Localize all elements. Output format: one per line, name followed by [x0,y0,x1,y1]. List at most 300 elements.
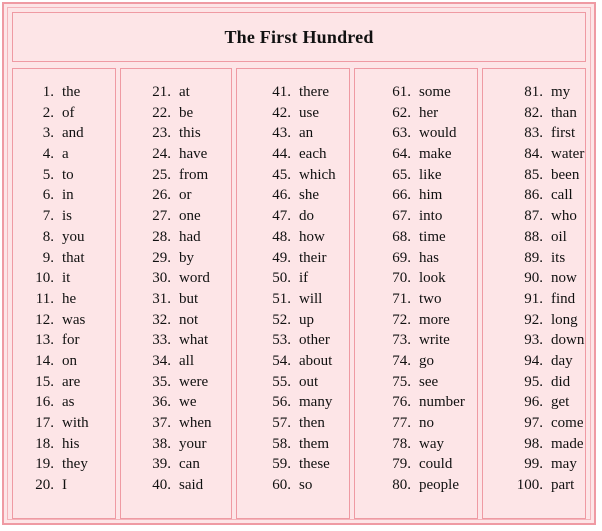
word-number: 79. [392,456,411,473]
word-number: 41. [272,84,291,100]
word-text: these [299,456,330,473]
word-text: you [62,228,85,245]
word-text: from [179,166,209,183]
title-box [12,12,586,62]
word-number: 13. [35,332,54,349]
word-number: 42. [272,104,291,121]
list-item [483,392,585,413]
word-number: 38. [152,435,171,452]
word-number: 52. [272,311,291,328]
word-number: 99. [524,456,543,473]
list-item [13,454,115,475]
list-item [121,454,231,475]
list-item [121,268,231,289]
word-text: was [62,311,86,328]
word-number: 21. [152,84,171,100]
list-item [121,165,231,186]
list-item [483,330,585,351]
word-number: 33. [152,332,171,349]
list-item [237,434,349,455]
word-text: with [62,415,89,431]
word-text: some [419,84,451,100]
word-number: 83. [524,125,543,142]
word-number: 29. [152,249,171,266]
list-item [121,82,231,103]
word-text: to [62,166,74,183]
word-number: 12. [35,311,54,328]
word-number: 18. [35,435,54,452]
list-item [483,185,585,206]
list-item [13,82,115,103]
word-text: each [299,146,327,163]
word-text: them [299,435,329,452]
list-item [483,206,585,227]
word-number: 19. [35,456,54,473]
list-item [355,372,477,393]
word-number: 58. [272,435,291,452]
list-item [121,351,231,372]
word-number: 85. [524,166,543,183]
list-item [483,165,585,186]
list-item [121,185,231,206]
word-number: 55. [272,373,291,390]
word-number: 91. [524,290,543,307]
word-text: way [419,435,444,452]
word-text: go [419,352,434,369]
list-item [13,206,115,227]
word-text: can [179,456,200,473]
word-text: do [299,208,314,225]
word-number: 1. [42,84,54,100]
word-number: 45. [272,166,291,183]
list-item [237,144,349,165]
word-text: your [179,435,207,452]
list-item [355,289,477,310]
word-text: oil [551,228,567,245]
list-item [355,227,477,248]
word-text: when [179,415,212,431]
word-text: many [299,394,333,411]
word-text: time [419,228,446,245]
word-number: 47. [272,208,291,225]
list-item [355,144,477,165]
list-item [13,103,115,124]
word-number: 70. [392,270,411,287]
word-number: 7. [42,208,54,225]
word-number: 75. [392,373,411,390]
word-text: he [62,290,77,307]
word-text: no [419,415,434,431]
word-column-3 [236,68,350,519]
word-number: 30. [152,270,171,287]
word-number: 3. [42,125,54,142]
word-number: 53. [272,332,291,349]
list-item [355,123,477,144]
word-number: 59. [272,456,291,473]
list-item [483,454,585,475]
word-text: said [179,477,204,494]
word-number: 82. [524,104,543,121]
word-text: of [62,104,75,121]
word-text: in [62,187,74,204]
list-item [355,185,477,206]
list-item [237,206,349,227]
word-number: 77. [392,415,411,431]
word-text: she [299,187,319,204]
word-text: call [551,187,573,204]
list-item [483,351,585,372]
word-number: 10. [35,270,54,287]
word-text: they [62,456,88,473]
list-item [237,351,349,372]
list-item [483,289,585,310]
word-number: 22. [152,104,171,121]
word-text: a [62,146,69,163]
word-text: are [62,373,81,390]
word-number: 6. [42,187,54,204]
list-item [237,289,349,310]
list-item [237,103,349,124]
word-number: 73. [392,332,411,349]
list-item [13,248,115,269]
word-number: 46. [272,187,291,204]
list-item [483,372,585,393]
word-text: on [62,352,77,369]
word-number: 90. [524,270,543,287]
word-number: 81. [524,84,543,100]
word-text: come [551,415,584,431]
list-item [237,227,349,248]
list-item [121,103,231,124]
word-number: 78. [392,435,411,452]
word-number: 84. [524,146,543,163]
word-number: 89. [524,249,543,266]
word-number: 80. [392,477,411,494]
word-number: 63. [392,125,411,142]
word-number: 16. [35,394,54,411]
list-item [13,310,115,331]
word-text: about [299,352,333,369]
list-item [121,372,231,393]
word-text: how [299,228,325,245]
word-text: would [419,125,457,142]
word-text: been [551,166,580,183]
word-text: is [62,208,73,225]
list-item [13,268,115,289]
word-number: 37. [152,415,171,431]
word-text: out [299,373,319,390]
word-text: an [299,125,314,142]
list-item [237,330,349,351]
word-number: 100. [516,477,543,494]
word-text: as [62,394,75,411]
list-item [121,123,231,144]
word-text: long [551,311,578,328]
word-column-4 [354,68,478,519]
word-number: 50. [272,270,291,287]
list-item [13,475,115,496]
word-number: 14. [35,352,54,369]
list-item [355,330,477,351]
word-text: find [551,290,576,307]
list-item [13,289,115,310]
word-text: have [179,146,208,163]
word-text: may [551,456,577,473]
page-title: The First Hundred [224,26,374,47]
list-item [237,185,349,206]
word-number: 76. [392,394,411,411]
word-text: my [551,84,571,100]
list-item [13,330,115,351]
word-number: 66. [392,187,411,204]
word-text: people [419,477,459,494]
word-number: 98. [524,435,543,452]
word-text: first [551,125,576,142]
word-number: 4. [42,146,54,163]
word-text: write [419,332,450,349]
word-number: 96. [524,394,543,411]
word-text: its [551,249,566,266]
word-text: we [179,394,197,411]
word-text: were [179,373,209,390]
word-number: 54. [272,352,291,369]
word-text: who [551,208,577,225]
list-item [483,413,585,434]
list-item [13,123,115,144]
list-item [483,475,585,496]
word-text: word [179,270,210,287]
list-item [237,268,349,289]
word-number: 24. [152,146,171,163]
list-item [355,392,477,413]
list-item [355,413,477,434]
word-text: like [419,166,442,183]
list-item [121,144,231,165]
word-text: than [551,104,577,121]
word-number: 27. [152,208,171,225]
word-text: make [419,146,452,163]
list-item [237,82,349,103]
word-number: 51. [272,290,291,307]
list-item [13,372,115,393]
word-text: for [62,332,80,349]
word-text: did [551,373,571,390]
word-text: had [179,228,201,245]
list-item [13,144,115,165]
word-text: at [179,84,190,100]
word-text: and [62,125,84,142]
word-text: day [551,352,573,369]
list-item [355,165,477,186]
list-item [355,351,477,372]
word-number: 8. [42,228,54,245]
word-number: 49. [272,249,291,266]
list-item [355,475,477,496]
list-item [237,310,349,331]
word-text: has [419,249,439,266]
word-text: not [179,311,199,328]
word-number: 60. [272,477,291,494]
word-text: one [179,208,201,225]
word-number: 93. [524,332,543,349]
word-number: 61. [392,84,411,100]
word-text: look [419,270,446,287]
list-item [355,268,477,289]
list-item [237,392,349,413]
list-item [483,268,585,289]
word-number: 88. [524,228,543,245]
list-item [121,248,231,269]
list-item [13,165,115,186]
list-item [355,82,477,103]
word-column-2 [120,68,232,519]
list-item [237,372,349,393]
word-text: other [299,332,330,349]
list-item [13,392,115,413]
list-item [483,103,585,124]
word-column-1 [12,68,116,519]
list-item [121,434,231,455]
word-text: their [299,249,327,266]
list-item [237,165,349,186]
word-number: 94. [524,352,543,369]
list-item [121,227,231,248]
word-text: this [179,125,201,142]
word-number: 44. [272,146,291,163]
word-text: get [551,394,570,411]
list-item [121,475,231,496]
word-text: I [62,477,67,494]
word-text: number [419,394,465,411]
word-number: 36. [152,394,171,411]
word-text: the [62,84,81,100]
word-text: two [419,290,442,307]
word-number: 97. [524,415,543,431]
word-text: now [551,270,577,287]
list-item [355,103,477,124]
word-number: 64. [392,146,411,163]
word-number: 68. [392,228,411,245]
word-text: his [62,435,80,452]
list-item [483,434,585,455]
word-text: which [299,166,336,183]
list-item [13,351,115,372]
word-text: her [419,104,439,121]
word-number: 17. [35,415,54,431]
list-item [237,123,349,144]
word-list-panel [2,2,596,525]
word-text: made [551,435,584,452]
word-text: by [179,249,194,266]
word-text: see [419,373,439,390]
word-text: could [419,456,453,473]
list-item [483,310,585,331]
word-number: 67. [392,208,411,225]
word-number: 56. [272,394,291,411]
word-text: then [299,415,325,431]
word-text: up [299,311,314,328]
word-number: 87. [524,208,543,225]
word-text: use [299,104,319,121]
word-number: 65. [392,166,411,183]
word-number: 95. [524,373,543,390]
word-text: so [299,477,313,494]
word-number: 74. [392,352,411,369]
list-item [121,206,231,227]
list-item [13,413,115,434]
word-text: be [179,104,194,121]
word-number: 57. [272,415,291,431]
word-number: 9. [42,249,54,266]
word-number: 2. [42,104,54,121]
list-item [483,248,585,269]
word-column-5 [482,68,586,519]
list-item [237,475,349,496]
word-number: 25. [152,166,171,183]
word-text: part [551,477,575,494]
word-number: 92. [524,311,543,328]
list-item [483,144,585,165]
word-number: 26. [152,187,171,204]
list-item [121,392,231,413]
word-text: water [551,146,585,163]
word-text: into [419,208,443,225]
word-text: more [419,311,450,328]
word-text: what [179,332,209,349]
word-number: 11. [35,290,54,307]
list-item [121,330,231,351]
word-text: if [299,270,309,287]
word-number: 39. [152,456,171,473]
list-item [237,454,349,475]
list-item [13,185,115,206]
list-item [13,434,115,455]
word-number: 35. [152,373,171,390]
word-number: 40. [152,477,171,494]
word-number: 32. [152,311,171,328]
word-number: 5. [42,166,54,183]
list-item [121,413,231,434]
word-number: 71. [392,290,411,307]
word-number: 15. [35,373,54,390]
list-item [121,289,231,310]
word-number: 48. [272,228,291,245]
list-item [237,413,349,434]
word-number: 34. [152,352,171,369]
list-item [121,310,231,331]
list-item [355,454,477,475]
list-item [355,248,477,269]
list-item [355,310,477,331]
word-number: 31. [152,290,171,307]
list-item [483,82,585,103]
word-number: 23. [152,125,171,142]
list-item [237,248,349,269]
word-text: it [62,270,71,287]
list-item [355,434,477,455]
word-text: but [179,290,199,307]
word-number: 72. [392,311,411,328]
word-text: him [419,187,443,204]
word-text: will [299,290,323,307]
word-number: 28. [152,228,171,245]
word-number: 62. [392,104,411,121]
list-item [355,206,477,227]
word-text: down [551,332,585,349]
word-number: 69. [392,249,411,266]
list-item [13,227,115,248]
list-item [483,123,585,144]
